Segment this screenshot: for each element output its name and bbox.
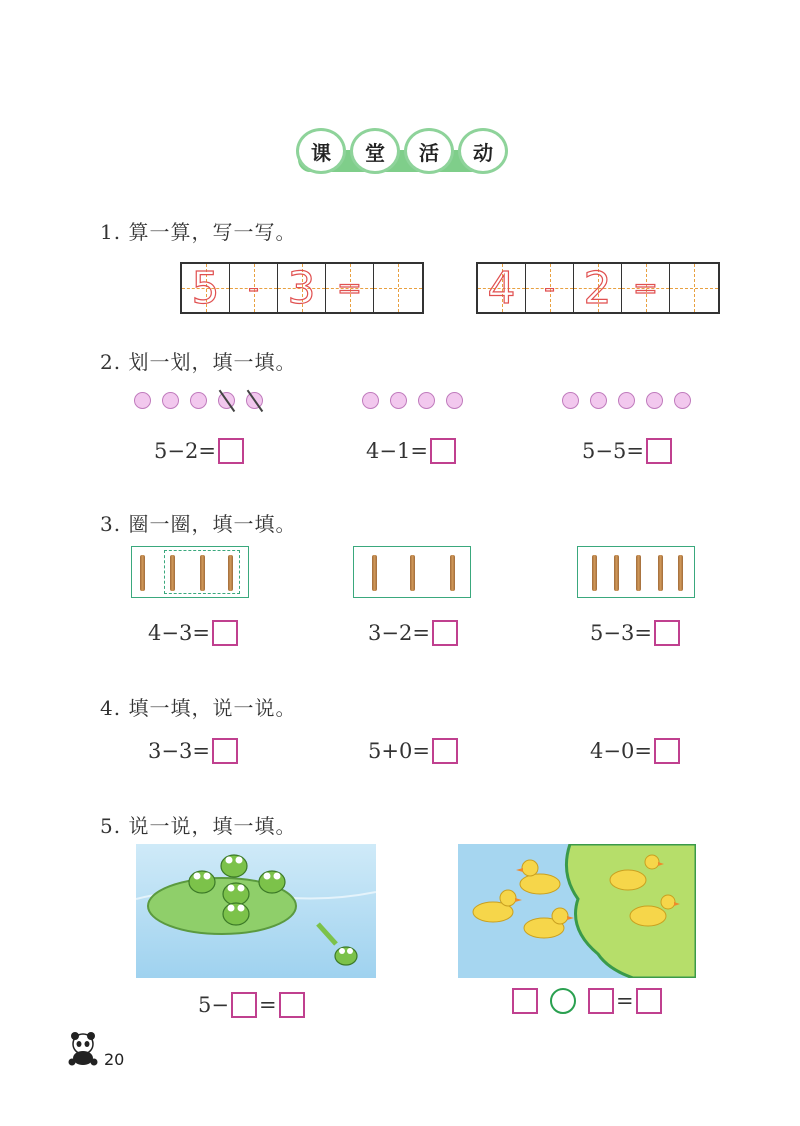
q1-right-cell-a <box>478 264 526 312</box>
stick <box>140 555 145 591</box>
section-banner <box>292 118 508 180</box>
traced-eq: = <box>632 270 659 306</box>
crossed-dot <box>246 392 263 409</box>
answer-box[interactable] <box>212 738 238 764</box>
equation-text: 5−5= <box>582 439 644 463</box>
answer-box[interactable] <box>432 738 458 764</box>
answer-box[interactable] <box>218 438 244 464</box>
answer-box[interactable] <box>636 988 662 1014</box>
answer-box[interactable] <box>646 438 672 464</box>
banner-char-4: 动 <box>458 128 508 174</box>
traced-digit: 2 <box>583 262 612 314</box>
answer-box[interactable] <box>654 738 680 764</box>
dot <box>134 392 151 409</box>
equation-text: 3−2= <box>368 621 430 645</box>
page-number: 20 <box>104 1050 125 1069</box>
traced-digit: 5 <box>191 262 220 314</box>
stick <box>592 555 597 591</box>
equals-sign: = <box>616 989 634 1013</box>
equation-text: 4−0= <box>590 739 652 763</box>
stick <box>636 555 641 591</box>
q2-title: 2. 划一划，填一填。 <box>100 350 297 374</box>
q2-equation-1 <box>154 438 244 464</box>
dot <box>446 392 463 409</box>
q1-left-cell-eq <box>326 264 374 312</box>
equals-sign: = <box>258 993 277 1017</box>
answer-box[interactable] <box>212 620 238 646</box>
answer-box[interactable] <box>231 992 257 1018</box>
dot <box>190 392 207 409</box>
dot <box>362 392 379 409</box>
answer-box[interactable] <box>279 992 305 1018</box>
banner-char-1: 课 <box>296 128 346 174</box>
q3-equation-1 <box>148 620 238 646</box>
equation-text: 5−2= <box>154 439 216 463</box>
dot <box>674 392 691 409</box>
q2-equation-2 <box>366 438 456 464</box>
dot <box>418 392 435 409</box>
q1-left-cell-op <box>230 264 278 312</box>
answer-box[interactable] <box>432 620 458 646</box>
stick <box>614 555 619 591</box>
operator-circle[interactable] <box>550 988 576 1014</box>
stick <box>658 555 663 591</box>
q4-equation-2 <box>368 738 458 764</box>
q2-dots-1 <box>134 392 274 413</box>
crossed-dot <box>218 392 235 409</box>
dot <box>162 392 179 409</box>
q1-right-cell-op <box>526 264 574 312</box>
stick <box>450 555 455 591</box>
banner-char-2: 堂 <box>350 128 400 174</box>
ducks-in-pond-illustration <box>458 844 696 978</box>
q1-left-cell-b <box>278 264 326 312</box>
banner-char-3: 活 <box>404 128 454 174</box>
equation-text: 4−3= <box>148 621 210 645</box>
answer-box[interactable] <box>588 988 614 1014</box>
q5-title: 5. 说一说，填一填。 <box>100 814 297 838</box>
q1-right-answer-cell[interactable] <box>670 264 718 312</box>
stick <box>200 555 205 591</box>
q1-right-grid <box>476 262 720 314</box>
equation-text: 5+0= <box>368 739 430 763</box>
q1-left-grid <box>180 262 424 314</box>
equation-text: 3−3= <box>148 739 210 763</box>
dot <box>646 392 663 409</box>
traced-eq: = <box>336 270 363 306</box>
stick <box>170 555 175 591</box>
q3-sticks-box-2 <box>353 546 471 598</box>
q3-equation-2 <box>368 620 458 646</box>
dot <box>562 392 579 409</box>
q1-right-cell-eq <box>622 264 670 312</box>
q2-dots-3 <box>562 392 702 413</box>
stick <box>372 555 377 591</box>
q3-title: 3. 圈一圈，填一填。 <box>100 512 297 536</box>
q3-sticks-box-1 <box>131 546 249 598</box>
q1-title: 1. 算一算，写一写。 <box>100 220 297 244</box>
traced-digit: 4 <box>487 262 516 314</box>
q3-equation-3 <box>590 620 680 646</box>
equation-text: 4−1= <box>366 439 428 463</box>
q3-sticks-box-3 <box>577 546 695 598</box>
traced-op: - <box>248 270 259 306</box>
q2-equation-3 <box>582 438 672 464</box>
q1-left-answer-cell[interactable] <box>374 264 422 312</box>
dot <box>390 392 407 409</box>
q4-title: 4. 填一填，说一说。 <box>100 696 297 720</box>
answer-box[interactable] <box>430 438 456 464</box>
q1-left-cell-a <box>182 264 230 312</box>
q5-right-equation <box>512 988 662 1014</box>
dot <box>618 392 635 409</box>
stick <box>678 555 683 591</box>
frogs-on-lily-pad-illustration <box>136 844 376 978</box>
stick <box>228 555 233 591</box>
q4-equation-1 <box>148 738 238 764</box>
q4-equation-3 <box>590 738 680 764</box>
traced-digit: 3 <box>287 262 316 314</box>
stick <box>410 555 415 591</box>
q5-left-equation <box>198 992 305 1018</box>
equation-text: 5− <box>198 993 229 1017</box>
answer-box[interactable] <box>654 620 680 646</box>
answer-box[interactable] <box>512 988 538 1014</box>
traced-op: - <box>544 270 555 306</box>
q2-dots-2 <box>362 392 474 413</box>
equation-text: 5−3= <box>590 621 652 645</box>
q1-right-cell-b <box>574 264 622 312</box>
dot <box>590 392 607 409</box>
panda-icon <box>66 1030 100 1066</box>
